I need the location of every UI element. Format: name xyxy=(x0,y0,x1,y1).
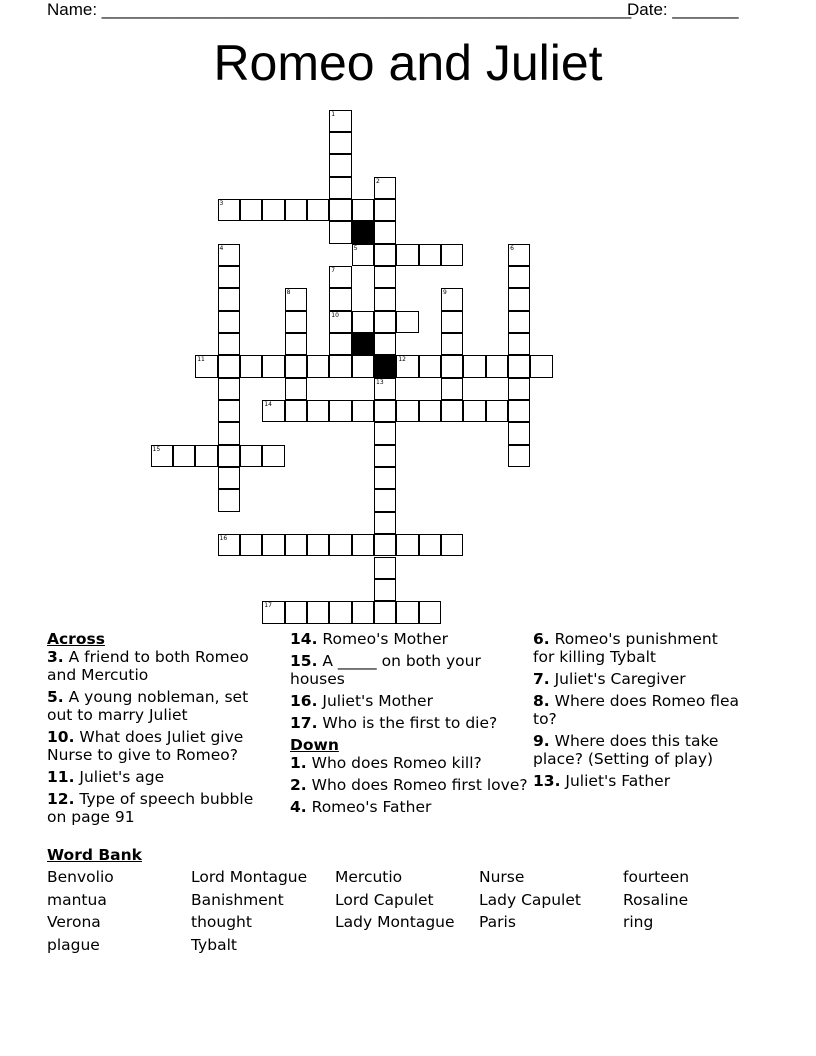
clue-num: 3. xyxy=(47,648,64,666)
clue-text: A young nobleman, set out to marry Juliet xyxy=(47,688,249,724)
clue-text: Romeo's Mother xyxy=(317,630,449,648)
grid-cell[interactable] xyxy=(396,534,418,556)
word-bank-item: fourteen xyxy=(623,868,690,886)
grid-cell[interactable] xyxy=(329,355,351,377)
clue-num: 14. xyxy=(290,630,318,648)
clue-text: Juliet's Father xyxy=(560,772,671,790)
grid-cell[interactable] xyxy=(285,400,307,422)
clue-text: A _____ on both your houses xyxy=(290,652,481,688)
word-bank-item: Lord Capulet xyxy=(335,890,434,909)
crossword-grid xyxy=(151,110,571,630)
clue-num: 11. xyxy=(47,768,75,786)
grid-cell[interactable] xyxy=(218,534,240,556)
grid-cell[interactable] xyxy=(285,355,307,377)
clues-column-1 xyxy=(47,630,277,830)
grid-cell[interactable] xyxy=(374,378,396,400)
grid-cell[interactable] xyxy=(329,400,351,422)
grid-cell[interactable] xyxy=(240,445,262,467)
word-bank-item: Rosaline xyxy=(623,890,689,909)
clue-num: 15. xyxy=(290,652,318,670)
clue-across xyxy=(290,652,530,688)
clue-number: 11 xyxy=(197,356,205,364)
word-bank-item: Mercutio xyxy=(335,868,403,886)
clue-text: Juliet's Caregiver xyxy=(549,670,686,688)
clue-heading-across: Across xyxy=(47,630,105,648)
grid-cell[interactable] xyxy=(240,534,262,556)
grid-cell[interactable] xyxy=(374,288,396,310)
word-bank-item: mantua xyxy=(47,890,107,909)
grid-cell[interactable] xyxy=(218,489,240,511)
clue-text: Where does this take place? (Setting of play) xyxy=(533,732,719,768)
grid-cell[interactable] xyxy=(441,311,463,333)
grid-cell[interactable] xyxy=(352,244,374,266)
grid-cell[interactable] xyxy=(262,445,284,467)
grid-cell[interactable] xyxy=(218,199,240,221)
clue-num: 5. xyxy=(47,688,64,706)
grid-cell[interactable] xyxy=(329,177,351,199)
grid-cell[interactable] xyxy=(374,489,396,511)
word-bank xyxy=(47,868,767,958)
grid-cell[interactable] xyxy=(374,534,396,556)
clue-number: 14 xyxy=(264,401,272,409)
grid-cell[interactable] xyxy=(374,199,396,221)
grid-cell[interactable] xyxy=(329,333,351,355)
grid-cell[interactable] xyxy=(285,378,307,400)
grid-cell[interactable] xyxy=(240,199,262,221)
word-bank-item: Banishment xyxy=(191,890,284,909)
clue-down xyxy=(533,732,743,768)
clue-number: 16 xyxy=(219,535,228,543)
black-cell xyxy=(352,333,374,355)
grid-cell[interactable] xyxy=(374,244,396,266)
grid-cell[interactable] xyxy=(218,422,240,444)
clue-across xyxy=(47,728,277,764)
grid-cell[interactable] xyxy=(262,534,284,556)
clue-number: 4 xyxy=(219,244,224,252)
clue-number: 13 xyxy=(376,378,384,386)
grid-cell[interactable] xyxy=(441,244,463,266)
grid-cell[interactable] xyxy=(195,445,217,467)
grid-cell[interactable] xyxy=(329,221,351,243)
clue-text: Type of speech bubble on page 91 xyxy=(47,790,254,826)
clues-column-2 xyxy=(290,630,530,820)
clue-across xyxy=(47,688,277,724)
clue-text: Who does Romeo first love? xyxy=(306,776,528,794)
grid-cell[interactable] xyxy=(374,467,396,489)
grid-cell[interactable] xyxy=(285,311,307,333)
grid-cell[interactable] xyxy=(530,355,552,377)
grid-cell[interactable] xyxy=(419,534,441,556)
grid-cell[interactable] xyxy=(396,311,418,333)
clue-num: 13. xyxy=(533,772,561,790)
clue-number: 10 xyxy=(331,311,339,319)
grid-cell[interactable] xyxy=(486,355,508,377)
name-field[interactable]: Name: ________________________________________________________ xyxy=(47,0,632,19)
grid-cell[interactable] xyxy=(396,244,418,266)
grid-cell[interactable] xyxy=(329,601,351,623)
page-title: Romeo and Juliet xyxy=(213,35,603,91)
grid-cell[interactable] xyxy=(218,467,240,489)
clue-number: 15 xyxy=(152,445,161,453)
grid-cell[interactable] xyxy=(262,400,284,422)
grid-cell[interactable] xyxy=(218,355,240,377)
grid-cell[interactable] xyxy=(262,601,284,623)
grid-cell[interactable] xyxy=(218,288,240,310)
grid-cell[interactable] xyxy=(441,355,463,377)
grid-cell[interactable] xyxy=(419,355,441,377)
grid-cell[interactable] xyxy=(329,311,351,333)
grid-cell[interactable] xyxy=(463,355,485,377)
word-bank-item: Nurse xyxy=(479,868,525,886)
clue-text: Who does Romeo kill? xyxy=(306,754,482,772)
grid-cell[interactable] xyxy=(374,579,396,601)
grid-cell[interactable] xyxy=(173,445,195,467)
grid-cell[interactable] xyxy=(463,400,485,422)
word-bank-item: Paris xyxy=(479,913,516,931)
grid-cell[interactable] xyxy=(352,601,374,623)
clue-down xyxy=(533,670,743,688)
clue-number: 2 xyxy=(376,177,380,185)
grid-cell[interactable] xyxy=(262,355,284,377)
grid-cell[interactable] xyxy=(508,266,530,288)
word-bank-item: Lady Montague xyxy=(335,913,455,931)
grid-cell[interactable] xyxy=(285,601,307,623)
word-bank-title: Word Bank xyxy=(47,846,142,864)
word-bank-item: Benvolio xyxy=(47,868,114,886)
grid-cell[interactable] xyxy=(262,199,284,221)
word-bank-item: Lady Capulet xyxy=(479,890,581,909)
grid-cell[interactable] xyxy=(307,199,329,221)
grid-cell[interactable] xyxy=(352,311,374,333)
clue-text: What does Juliet give Nurse to give to Romeo? xyxy=(47,728,244,764)
grid-cell[interactable] xyxy=(374,177,396,199)
grid-cell[interactable] xyxy=(329,154,351,176)
grid-cell[interactable] xyxy=(374,445,396,467)
clue-num: 1. xyxy=(290,754,307,772)
clue-num: 17. xyxy=(290,714,318,732)
clues-column-3 xyxy=(533,630,743,794)
grid-cell[interactable] xyxy=(419,400,441,422)
grid-cell[interactable] xyxy=(195,355,217,377)
word-bank-item: Tybalt xyxy=(191,935,237,954)
grid-cell[interactable] xyxy=(508,244,530,266)
grid-cell[interactable] xyxy=(441,288,463,310)
clue-number: 5 xyxy=(353,244,358,252)
grid-cell[interactable] xyxy=(329,110,351,132)
clue-number: 17 xyxy=(264,602,272,610)
word-bank-item: ring xyxy=(623,913,654,931)
grid-cell[interactable] xyxy=(329,132,351,154)
clue-num: 9. xyxy=(533,732,550,750)
word-bank-item: Lord Montague xyxy=(191,868,308,886)
clue-num: 2. xyxy=(290,776,307,794)
clue-text: Romeo's punishment for killing Tybalt xyxy=(533,630,718,666)
clue-text: Juliet's Mother xyxy=(317,692,433,710)
grid-cell[interactable] xyxy=(486,400,508,422)
grid-cell[interactable] xyxy=(307,601,329,623)
clue-num: 7. xyxy=(533,670,550,688)
grid-cell[interactable] xyxy=(508,378,530,400)
grid-cell[interactable] xyxy=(240,355,262,377)
grid-cell[interactable] xyxy=(285,534,307,556)
grid-cell[interactable] xyxy=(307,534,329,556)
grid-cell[interactable] xyxy=(285,199,307,221)
grid-cell[interactable] xyxy=(441,333,463,355)
grid-cell[interactable] xyxy=(374,311,396,333)
grid-cell[interactable] xyxy=(374,601,396,623)
grid-cell[interactable] xyxy=(508,333,530,355)
grid-cell[interactable] xyxy=(374,512,396,534)
clue-across xyxy=(47,648,277,684)
grid-cell[interactable] xyxy=(218,445,240,467)
grid-cell[interactable] xyxy=(218,400,240,422)
grid-cell[interactable] xyxy=(419,244,441,266)
clue-num: 12. xyxy=(47,790,75,808)
grid-cell[interactable] xyxy=(508,445,530,467)
clue-down xyxy=(290,776,530,794)
grid-cell[interactable] xyxy=(352,199,374,221)
clue-across xyxy=(290,630,530,648)
clue-num: 16. xyxy=(290,692,318,710)
grid-cell[interactable] xyxy=(441,534,463,556)
grid-cell[interactable] xyxy=(374,422,396,444)
grid-cell[interactable] xyxy=(329,534,351,556)
clue-down xyxy=(533,630,743,666)
grid-cell[interactable] xyxy=(307,355,329,377)
clue-num: 8. xyxy=(533,692,550,710)
clue-across xyxy=(290,692,530,710)
clue-number: 9 xyxy=(443,289,447,297)
grid-cell[interactable] xyxy=(508,355,530,377)
word-bank-item: Verona xyxy=(47,913,101,931)
clue-num: 6. xyxy=(533,630,550,648)
black-cell xyxy=(374,355,396,377)
clue-text: A friend to both Romeo and Mercutio xyxy=(47,648,249,684)
grid-cell[interactable] xyxy=(218,333,240,355)
clue-number: 1 xyxy=(331,110,336,118)
grid-cell[interactable] xyxy=(441,378,463,400)
clue-text: Where does Romeo flea to? xyxy=(533,692,740,728)
clue-down xyxy=(290,798,530,816)
grid-cell[interactable] xyxy=(396,355,418,377)
black-cell xyxy=(352,221,374,243)
grid-cell[interactable] xyxy=(396,400,418,422)
grid-cell[interactable] xyxy=(374,221,396,243)
clue-text: Romeo's Father xyxy=(306,798,432,816)
clue-num: 4. xyxy=(290,798,307,816)
grid-cell[interactable] xyxy=(218,244,240,266)
grid-cell[interactable] xyxy=(285,288,307,310)
word-bank-item: plague xyxy=(47,935,100,954)
clue-down xyxy=(533,692,743,728)
grid-cell[interactable] xyxy=(374,400,396,422)
grid-cell[interactable] xyxy=(441,400,463,422)
grid-cell[interactable] xyxy=(218,266,240,288)
date-field[interactable]: Date: _______ xyxy=(627,0,739,19)
grid-cell[interactable] xyxy=(151,445,173,467)
grid-cell[interactable] xyxy=(329,288,351,310)
grid-cell[interactable] xyxy=(352,355,374,377)
clue-across xyxy=(290,714,530,732)
word-bank-item: thought xyxy=(191,913,252,931)
clue-across xyxy=(47,768,277,786)
grid-cell[interactable] xyxy=(419,601,441,623)
grid-cell[interactable] xyxy=(508,288,530,310)
clue-heading-down: Down xyxy=(290,736,339,754)
clue-num: 10. xyxy=(47,728,75,746)
grid-cell[interactable] xyxy=(352,400,374,422)
grid-cell[interactable] xyxy=(508,422,530,444)
grid-cell[interactable] xyxy=(285,333,307,355)
grid-cell[interactable] xyxy=(329,266,351,288)
grid-cell[interactable] xyxy=(508,400,530,422)
grid-cell[interactable] xyxy=(352,534,374,556)
grid-cell[interactable] xyxy=(374,333,396,355)
clue-down xyxy=(290,754,530,772)
grid-cell[interactable] xyxy=(307,400,329,422)
clue-number: 7 xyxy=(331,266,336,274)
clue-text: Juliet's age xyxy=(74,768,165,786)
clue-number: 3 xyxy=(219,199,224,207)
grid-cell[interactable] xyxy=(218,311,240,333)
clue-text: Who is the first to die? xyxy=(317,714,498,732)
grid-cell[interactable] xyxy=(329,199,351,221)
clue-across xyxy=(47,790,277,826)
grid-cell[interactable] xyxy=(374,266,396,288)
clue-down xyxy=(533,772,743,790)
grid-cell[interactable] xyxy=(396,601,418,623)
grid-cell[interactable] xyxy=(218,378,240,400)
clue-number: 6 xyxy=(510,244,514,252)
clue-number: 12 xyxy=(398,356,406,364)
clue-number: 8 xyxy=(286,289,291,297)
grid-cell[interactable] xyxy=(374,557,396,579)
grid-cell[interactable] xyxy=(508,311,530,333)
